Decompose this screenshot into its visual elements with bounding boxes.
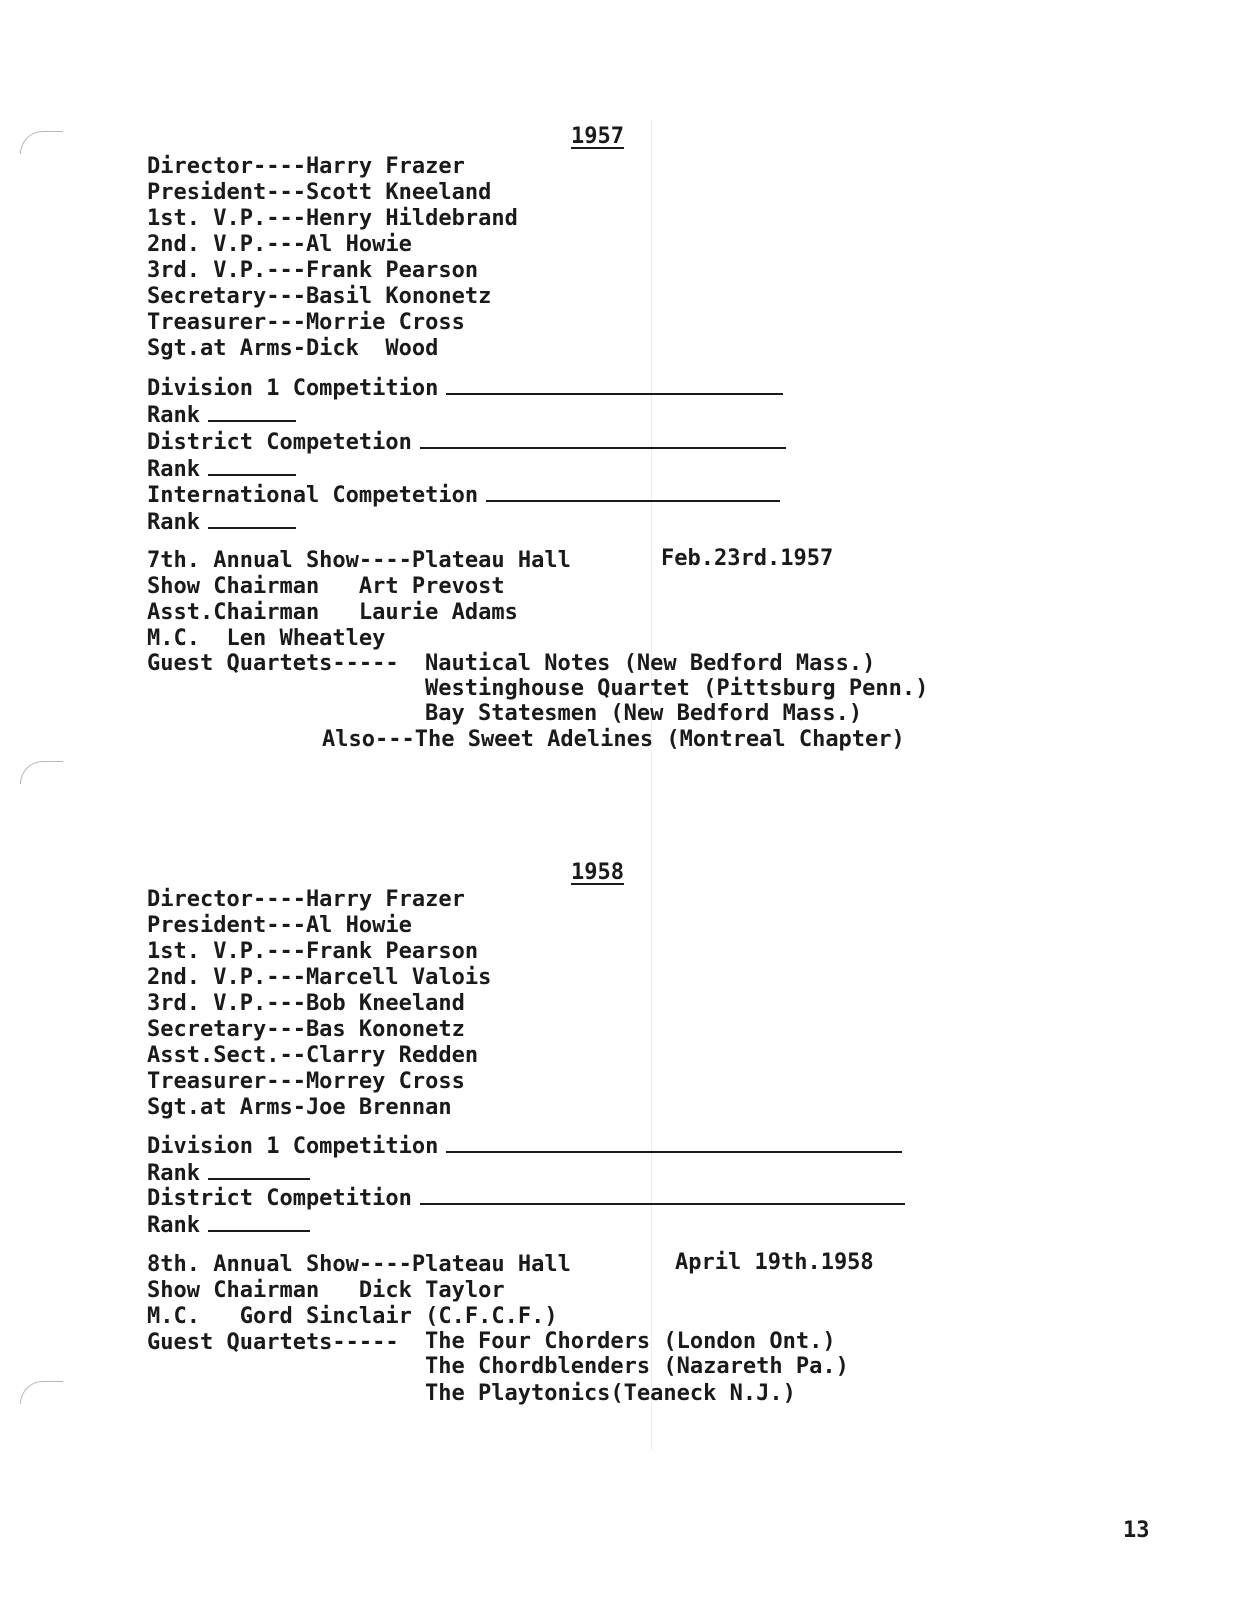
officer-line: 2nd. V.P.---Marcell Valois xyxy=(147,965,492,990)
show-title: 7th. Annual Show----Plateau Hall xyxy=(147,548,571,573)
competition-line xyxy=(147,429,786,456)
master-of-ceremonies: M.C. Gord Sinclair (C.F.C.F.) xyxy=(147,1304,558,1329)
fill-in-blank xyxy=(446,1133,902,1153)
rank-line xyxy=(147,1212,310,1239)
officer-line: 3rd. V.P.---Bob Kneeland xyxy=(147,991,465,1016)
competition-line xyxy=(147,375,783,402)
punch-hole-mark xyxy=(20,131,63,154)
officer-line: 1st. V.P.---Henry Hildebrand xyxy=(147,206,518,231)
officer-line: 2nd. V.P.---Al Howie xyxy=(147,232,412,257)
year-heading: 1957 xyxy=(571,124,624,149)
officer-line: Asst.Sect.--Clarry Redden xyxy=(147,1043,479,1068)
guest-quartet: The Chordblenders (Nazareth Pa.) xyxy=(425,1354,849,1379)
rank-line xyxy=(147,1160,310,1187)
competition-line xyxy=(147,482,780,509)
competition-line xyxy=(147,1133,902,1160)
rank-label: Rank xyxy=(147,1161,200,1186)
fill-in-blank xyxy=(486,482,780,502)
punch-hole-mark xyxy=(20,761,63,784)
officer-line: Sgt.at Arms-Dick Wood xyxy=(147,336,439,361)
fill-in-blank xyxy=(420,429,786,449)
officer-line: Treasurer---Morrey Cross xyxy=(147,1069,465,1094)
guest-quartets-label: Guest Quartets----- xyxy=(147,1330,399,1355)
officer-line: Treasurer---Morrie Cross xyxy=(147,310,465,335)
officer-line: Director----Harry Frazer xyxy=(147,154,465,179)
show-date: Feb.23rd.1957 xyxy=(661,546,834,571)
guest-quartet: The Playtonics(Teaneck N.J.) xyxy=(425,1381,796,1406)
officer-line: 1st. V.P.---Frank Pearson xyxy=(147,939,479,964)
show-date: April 19th.1958 xyxy=(675,1250,874,1275)
rank-line xyxy=(147,402,296,429)
also-performers: Also---The Sweet Adelines (Montreal Chapter) xyxy=(322,727,905,752)
competition-label: District Competetion xyxy=(147,430,412,455)
rank-line xyxy=(147,509,296,536)
rank-label: Rank xyxy=(147,457,200,482)
fill-in-blank xyxy=(208,1160,310,1180)
fill-in-blank xyxy=(446,375,783,395)
fill-in-blank xyxy=(208,402,296,422)
competition-label: District Competition xyxy=(147,1186,412,1211)
guest-quartets-label: Guest Quartets----- xyxy=(147,651,399,676)
guest-quartet: Westinghouse Quartet (Pittsburg Penn.) xyxy=(425,676,929,701)
year-heading: 1958 xyxy=(571,860,624,885)
rank-label: Rank xyxy=(147,403,200,428)
show-chairman: Show Chairman Art Prevost xyxy=(147,574,505,599)
rank-label: Rank xyxy=(147,510,200,535)
master-of-ceremonies: M.C. Len Wheatley xyxy=(147,626,386,651)
officer-line: President---Al Howie xyxy=(147,913,412,938)
rank-label: Rank xyxy=(147,1213,200,1238)
rank-line xyxy=(147,456,296,483)
officer-line: Secretary---Bas Kononetz xyxy=(147,1017,465,1042)
officer-line: Secretary---Basil Kononetz xyxy=(147,284,492,309)
officer-line: Sgt.at Arms-Joe Brennan xyxy=(147,1095,452,1120)
show-title: 8th. Annual Show----Plateau Hall xyxy=(147,1252,571,1277)
guest-quartet: The Four Chorders (London Ont.) xyxy=(425,1329,836,1354)
fill-in-blank xyxy=(208,509,296,529)
officer-line: President---Scott Kneeland xyxy=(147,180,492,205)
page-number: 13 xyxy=(1123,1518,1150,1543)
officer-line: Director----Harry Frazer xyxy=(147,887,465,912)
competition-label: International Competetion xyxy=(147,483,479,508)
show-chairman: Show Chairman Dick Taylor xyxy=(147,1278,505,1303)
fill-in-blank xyxy=(420,1185,905,1205)
punch-hole-mark xyxy=(20,1381,63,1404)
guest-quartet: Nautical Notes (New Bedford Mass.) xyxy=(425,651,876,676)
competition-line xyxy=(147,1185,905,1212)
fill-in-blank xyxy=(208,456,296,476)
competition-label: Division 1 Competition xyxy=(147,1134,439,1159)
fill-in-blank xyxy=(208,1212,310,1232)
competition-label: Division 1 Competition xyxy=(147,376,439,401)
asst-chairman: Asst.Chairman Laurie Adams xyxy=(147,600,518,625)
page-fold-line xyxy=(651,120,652,1450)
officer-line: 3rd. V.P.---Frank Pearson xyxy=(147,258,479,283)
guest-quartet: Bay Statesmen (New Bedford Mass.) xyxy=(425,701,863,726)
